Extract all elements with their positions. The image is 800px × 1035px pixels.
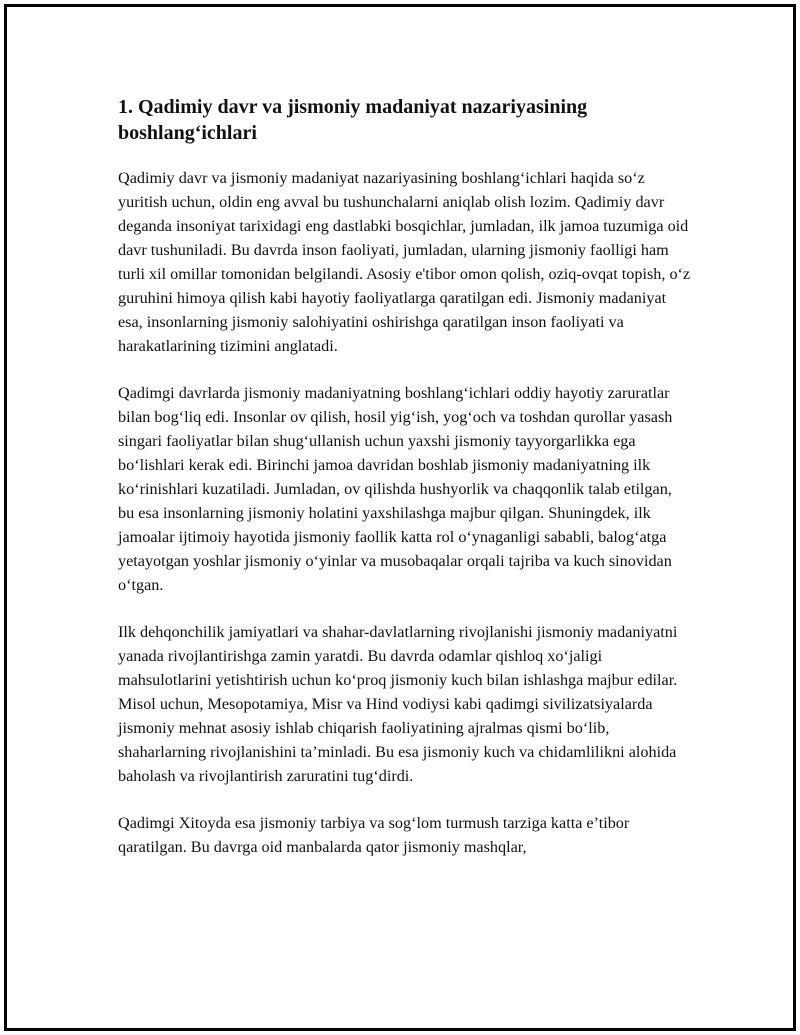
- paragraph: Ilk dehqonchilik jamiyatlari va shahar-davlatlarning rivojlanishi jismoniy madaniyatni yanada rivojlantirishga zamin yaratdi. Bu davrda odamlar qishloq xo‘jaligi mahsulotlarini yetishtirish uchun ko‘proq jismoniy kuch bilan ishlashga majbur edilar. Misol uchun, Mesopotamiya, Misr va Hind vodiysi kabi qadimgi sivilizatsiyalarda jismoniy mehnat asosiy ishlab chiqarish faoliyatining ajralmas qismi bo‘lib, shaharlarning rivojlanishini ta’minladi. Bu esa jismoniy kuch va chidamlilikni alohida baholash va rivojlantirish zaruratini tug‘dirdi.: [118, 623, 678, 785]
- document-body: [118, 94, 692, 882]
- paragraph: Qadimgi davrlarda jismoniy madaniyatning boshlang‘ichlari oddiy hayotiy zaruratlar bilan bog‘liq edi. Insonlar ov qilish, hosil yig‘ish, yog‘och va toshdan qurollar yasash singari faoliyatlar bilan shug‘ullanish uchun yaxshi jismoniy tayyorgarlikka ega bo‘lishlari kerak edi. Birinchi jamoa davridan boshlab jismoniy madaniyatning ilk ko‘rinishlari kuzatiladi. Jumladan, ov qilishda hushyorlik va chaqqonlik talab etilgan, bu esa insonlarning jismoniy holatini yaxshilashga majbur qilgan. Shuningdek, ilk jamoalar ijtimoiy hayotida jismoniy faollik katta rol o‘ynaganligi sababli, balog‘atga yetayotgan yoshlar jismoniy o‘yinlar va musobaqalar orqali tajriba va kuch sinovidan o‘tgan.: [118, 384, 673, 594]
- section-heading: 1. Qadimiy davr va jismoniy madaniyat nazariyasining boshlang‘ichlari: [118, 96, 588, 144]
- paragraph: Qadimiy davr va jismoniy madaniyat nazariyasining boshlang‘ichlari haqida so‘z yuritish uchun, oldin eng avval bu tushunchalarni aniqlab olish lozim. Qadimiy davr deganda insoniyat tarixidagi eng dastlabki bosqichlar, jumladan, ilk jamoa tuzumiga oid davr tushuniladi. Bu davrda inson faoliyati, jumladan, ularning jismoniy faolligi ham turli xil omillar tomonidan belgilandi. Asosiy e'tibor omon qolish, oziq-ovqat topish, o‘z guruhini himoya qilish kabi hayotiy faoliyatlarga qaratilgan edi. Jismoniy madaniyat esa, insonlarning jismoniy salohiyatini oshirishga qaratilgan inson faoliyati va harakatlarining tizimini anglatadi.: [118, 169, 691, 355]
- paragraph: Qadimgi Xitoyda esa jismoniy tarbiya va sog‘lom turmush tarziga katta e’tibor qaratilgan. Bu davrga oid manbalarda qator jismoniy mashqlar,: [118, 814, 630, 856]
